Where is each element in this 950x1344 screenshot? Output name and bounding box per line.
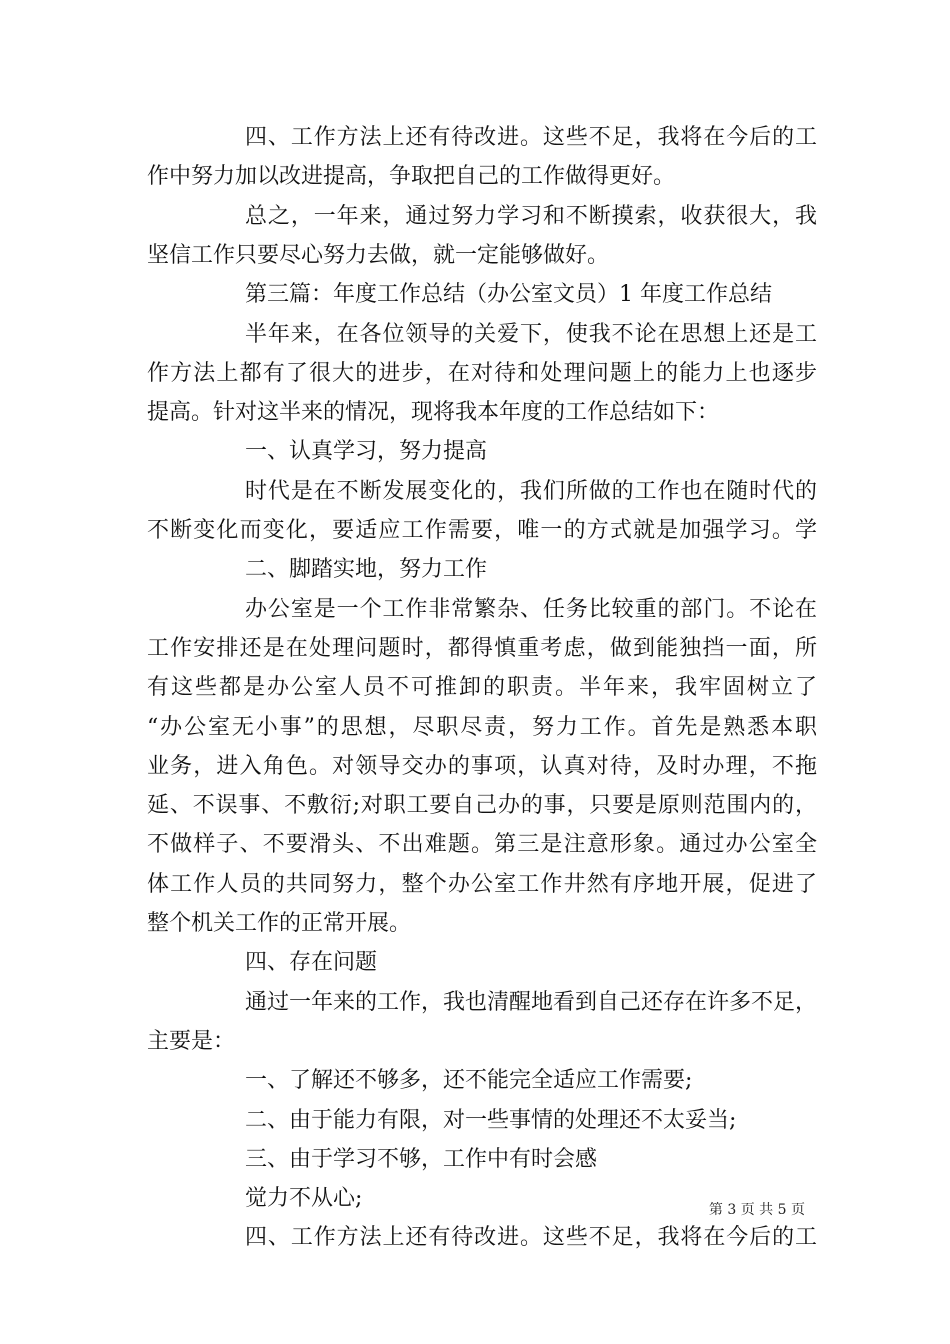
paragraph-line: 主要是： — [147, 1028, 236, 1054]
paragraph-line: 体工作人员的共同努力，整个办公室工作井然有序地开展，促进了 — [147, 871, 817, 897]
paragraph-line: 有这些都是办公室人员不可推卸的职责。半年来，我牢固树立了 — [147, 675, 817, 701]
paragraph-line: 不断变化而变化，要适应工作需要，唯一的方式就是加强学习。学 — [147, 518, 817, 543]
paragraph-line: 工作安排还是在处理问题时，都得慎重考虑，做到能独挡一面，所 — [147, 635, 817, 661]
paragraph-line: 提高。针对这半来的情况，现将我本年度的工作总结如下： — [147, 400, 720, 426]
paragraph-line: 一、了解还不够多，还不能完全适应工作需要; — [245, 1068, 693, 1094]
paragraph-line: 觉力不从心; — [245, 1186, 363, 1212]
paragraph-line: 一、认真学习，努力提高 — [245, 439, 488, 465]
paragraph-line: 作中努力加以改进提高，争取把自己的工作做得更好。 — [147, 164, 676, 190]
paragraph-line: 三、由于学习不够，工作中有时会感 — [245, 1146, 598, 1172]
page-number-label: 第 3 页 共 5 页 — [708, 1202, 805, 1218]
paragraph-line: 通过一年来的工作，我也清醒地看到自己还存在许多不足， — [245, 989, 818, 1015]
paragraph-line: 总之，一年来，通过努力学习和不断摸索，收获很大，我 — [245, 203, 817, 229]
paragraph-line: 半年来，在各位领导的关爱下，使我不论在思想上还是工 — [245, 321, 817, 347]
paragraph-line: 四、工作方法上还有待改进。这些不足，我将在今后的工 — [245, 1225, 817, 1251]
paragraph-line: 二、脚踏实地，努力工作 — [245, 557, 488, 583]
paragraph-line: 作方法上都有了很大的进步，在对待和处理问题上的能力上也逐步 — [147, 360, 817, 386]
paragraph-line: “办公室无小事”的思想，尽职尽责，努力工作。首先是熟悉本职 — [147, 714, 817, 740]
paragraph-line: 四、存在问题 — [245, 950, 378, 976]
page-number-footer — [709, 1201, 805, 1219]
paragraph-line: 整个机关工作的正常开展。 — [147, 911, 412, 936]
paragraph-line: 延、不误事、不敷衍;对职工要自己办的事，只要是原则范围内的， — [147, 793, 817, 819]
paragraph-line: 二、由于能力有限，对一些事情的处理还不太妥当; — [245, 1107, 737, 1133]
paragraph-line: 第三篇：年度工作总结（办公室文员）1 年度工作总结 — [245, 282, 772, 308]
paragraph-line: 坚信工作只要尽心努力去做，就一定能够做好。 — [147, 242, 610, 268]
paragraph-line: 业务，进入角色。对领导交办的事项，认真对待，及时办理，不拖 — [147, 753, 817, 779]
paragraph-line: 四、工作方法上还有待改进。这些不足，我将在今后的工 — [245, 125, 817, 150]
paragraph-line: 不做样子、不要滑头、不出难题。第三是注意形象。通过办公室全 — [147, 832, 817, 858]
paragraph-line: 办公室是一个工作非常繁杂、任务比较重的部门。不论在 — [245, 596, 817, 622]
paragraph-line: 时代是在不断发展变化的，我们所做的工作也在随时代的 — [245, 478, 817, 504]
